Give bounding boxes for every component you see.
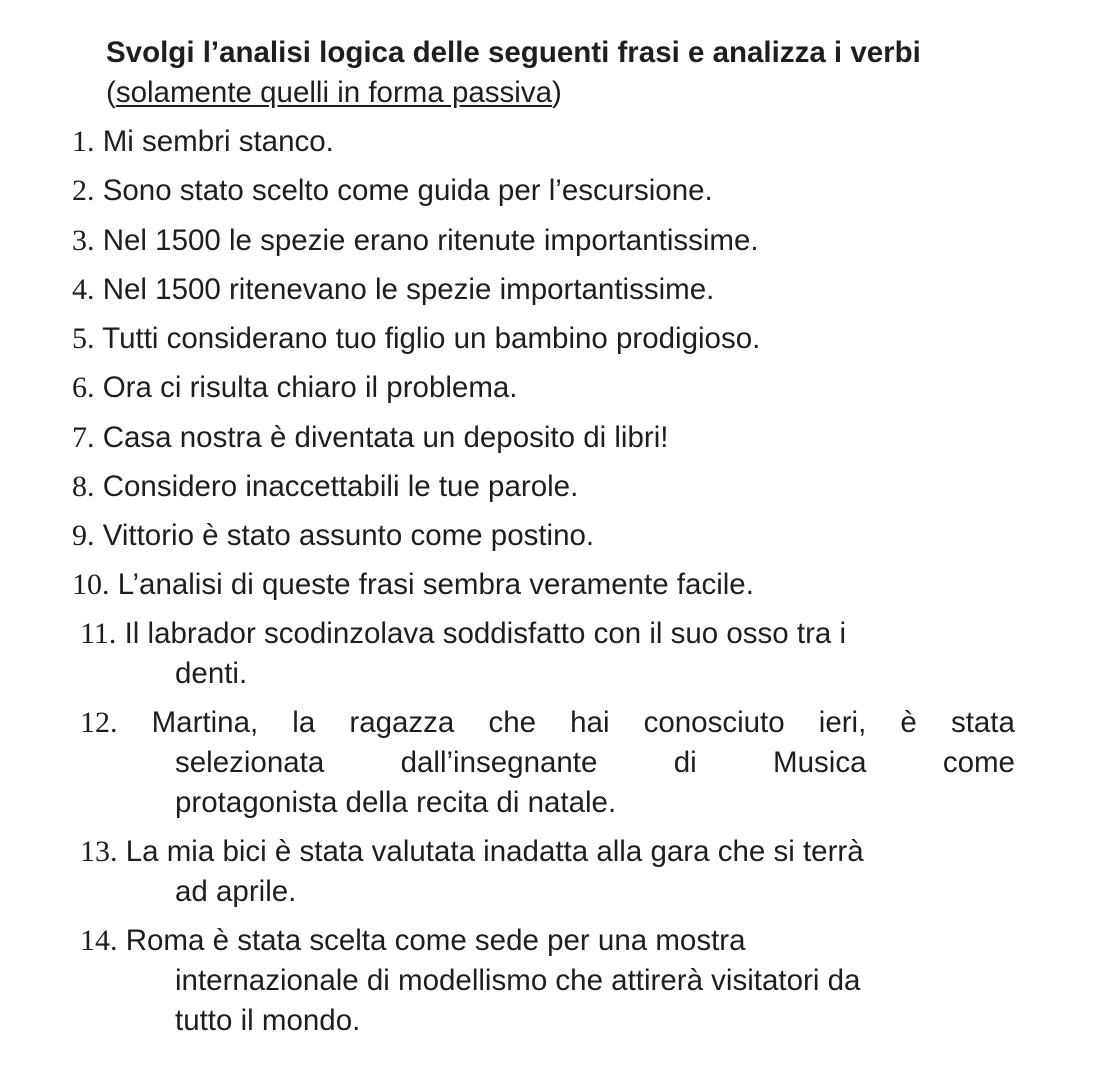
- item-word: la: [292, 706, 316, 739]
- item-word: dall’insegnante: [400, 746, 598, 779]
- item-continuation: protagonista della recita di natale.: [175, 786, 617, 819]
- item-number: 4.: [72, 273, 95, 306]
- item-word: che: [488, 706, 537, 739]
- item-number: 13.: [80, 835, 118, 868]
- list-item: [80, 703, 1015, 743]
- item-text: Sono stato scelto come guida per l’escursione.: [102, 174, 713, 207]
- list-item: [72, 319, 760, 359]
- item-text: Tutti considerano tuo figlio un bambino prodigioso.: [102, 322, 761, 355]
- item-word: è: [900, 706, 917, 739]
- item-number: 1.: [72, 125, 95, 158]
- item-text: La mia bici è stata valutata inadatta alla gara che si terrà: [125, 835, 864, 868]
- item-word: come: [942, 746, 1015, 779]
- list-item: [80, 614, 846, 654]
- item-word: ieri,: [818, 706, 867, 739]
- item-text: Il labrador scodinzolava soddisfatto con il suo osso tra i: [124, 617, 847, 650]
- item-number: 5.: [72, 322, 95, 355]
- item-word: ragazza: [349, 706, 455, 739]
- list-item: [72, 368, 518, 408]
- item-text: Nel 1500 ritenevano le spezie importantissime.: [102, 273, 715, 306]
- list-item: [80, 921, 746, 961]
- item-number: 10.: [72, 568, 110, 601]
- list-item: [72, 122, 334, 162]
- list-item: [72, 565, 754, 605]
- item-number: 11.: [80, 617, 117, 650]
- instruction-underlined: solamente quelli in forma passiva: [115, 76, 552, 109]
- list-item: [72, 221, 759, 261]
- item-continuation: internazionale di modellismo che attirerà visitatori da: [175, 964, 861, 997]
- list-item: [72, 467, 578, 507]
- item-number: 2.: [72, 174, 95, 207]
- item-word: selezionata: [175, 746, 325, 779]
- item-word: Martina,: [151, 706, 259, 739]
- item-number: 12.: [80, 706, 118, 739]
- item-text: Considero inaccettabili le tue parole.: [102, 470, 579, 503]
- item-word: Musica: [773, 746, 867, 779]
- item-word: conosciuto: [643, 706, 785, 739]
- list-item: [80, 832, 864, 872]
- item-word: hai: [570, 706, 610, 739]
- list-item: [72, 418, 668, 458]
- item-number: 8.: [72, 470, 95, 503]
- item-word: stata: [950, 706, 1015, 739]
- list-item: [72, 270, 714, 310]
- item-text: Mi sembri stanco.: [102, 125, 334, 158]
- item-number: 14.: [80, 924, 118, 957]
- item-text: Roma è stata scelta come sede per una mostra: [125, 924, 746, 957]
- instruction-note: (solamente quelli in forma passiva): [106, 76, 562, 109]
- item-text: Vittorio è stato assunto come postino.: [102, 519, 595, 552]
- list-item: [72, 516, 594, 556]
- item-word: di: [673, 746, 697, 779]
- item-continuation: tutto il mondo.: [175, 1004, 361, 1037]
- item-text: Casa nostra è diventata un deposito di libri!: [102, 421, 669, 454]
- item-continuation: ad aprile.: [175, 875, 297, 908]
- item-continuation: denti.: [175, 657, 248, 690]
- item-number: 3.: [72, 224, 95, 257]
- item-number: 6.: [72, 371, 95, 404]
- item-continuation: [175, 743, 1015, 783]
- list-item: [72, 171, 713, 211]
- exercise-instruction: [106, 33, 1006, 113]
- item-text: Nel 1500 le spezie erano ritenute importantissime.: [102, 224, 759, 257]
- instruction-bold: Svolgi l’analisi logica delle seguenti frasi e analizza i verbi: [106, 36, 921, 69]
- item-number: 9.: [72, 519, 95, 552]
- item-text: Ora ci risulta chiaro il problema.: [102, 371, 518, 404]
- item-text: L’analisi di queste frasi sembra veramente facile.: [117, 568, 754, 601]
- item-number: 7.: [72, 421, 95, 454]
